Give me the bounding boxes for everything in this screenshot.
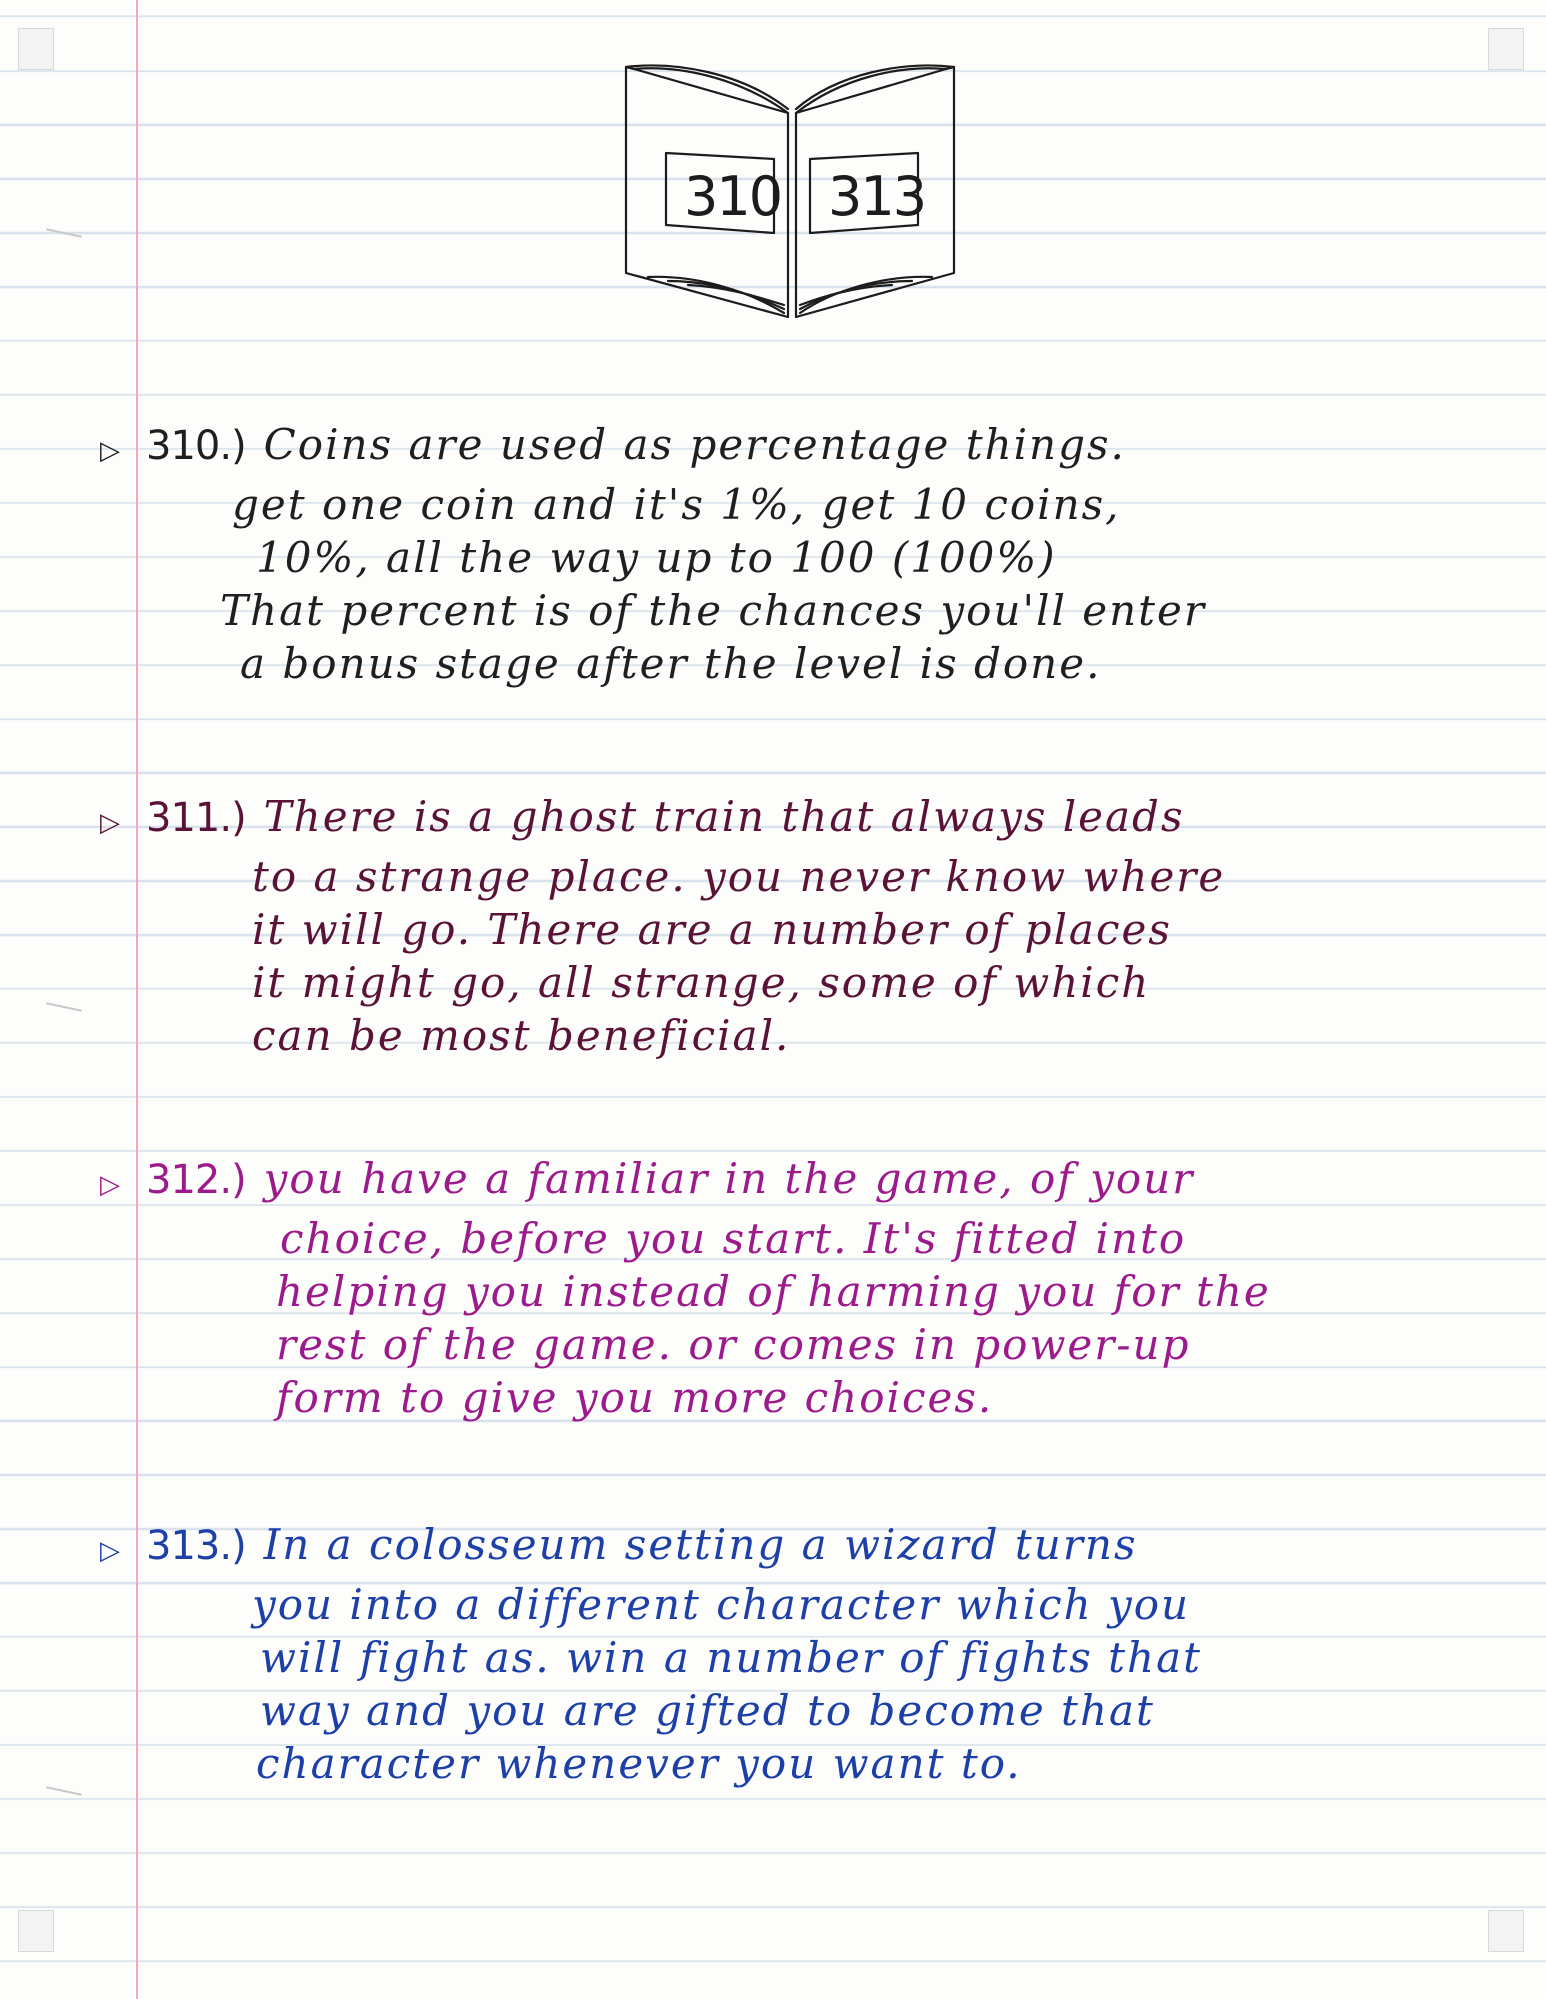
entry-line: a bonus stage after the level is done. [240,639,1102,688]
paper-mark [46,1002,82,1011]
triangle-marker-icon: ▷ [100,808,122,838]
entry-line: helping you instead of harming you for the [276,1267,1271,1316]
entry-number: 313.) [146,1523,246,1569]
book-left-page-number: 310 [684,165,782,228]
entry-line: form to give you more choices. [276,1373,994,1422]
binder-hole-bottom-right [1488,1910,1524,1952]
entry-line: That percent is of the chances you'll enter [220,586,1206,635]
entry-line: get one coin and it's 1%, get 10 coins, [232,480,1121,529]
entry-line: rest of the game. or comes in power-up [276,1320,1191,1369]
entry-311 [100,790,1225,1062]
entry-310 [100,418,1206,690]
entry-number: 311.) [146,795,246,841]
entry-number: 312.) [146,1157,246,1203]
triangle-marker-icon: ▷ [100,1536,122,1566]
triangle-marker-icon: ▷ [100,1170,122,1200]
entry-312 [100,1152,1271,1424]
open-book-icon [618,55,962,325]
entry-313 [100,1518,1202,1790]
entry-line: There is a ghost train that always leads [263,792,1185,841]
paper-mark [46,228,82,237]
entry-line: can be most beneficial. [252,1011,791,1060]
book-right-page-number: 313 [828,165,926,228]
triangle-marker-icon: ▷ [100,436,122,466]
binder-hole-top-left [18,28,54,70]
paper-mark [46,1786,82,1795]
binder-hole-bottom-left [18,1910,54,1952]
entry-line: Coins are used as percentage things. [263,420,1126,469]
entry-line: In a colosseum setting a wizard turns [263,1520,1138,1569]
entry-line: it will go. There are a number of places [252,905,1172,954]
entry-line: choice, before you start. It's fitted into [280,1214,1187,1263]
binder-hole-top-right [1488,28,1524,70]
entry-line: character whenever you want to. [256,1739,1022,1788]
entry-line: way and you are gifted to become that [260,1686,1155,1735]
entry-line: to a strange place. you never know where [252,852,1226,901]
entry-line: 10%, all the way up to 100 (100%) [256,533,1057,582]
entry-line: it might go, all strange, some of which [252,958,1151,1007]
entry-line: you have a familiar in the game, of your [263,1154,1195,1203]
entry-line: you into a different character which you [252,1580,1191,1629]
entry-line: will fight as. win a number of fights that [260,1633,1203,1682]
entry-number: 310.) [146,423,246,469]
